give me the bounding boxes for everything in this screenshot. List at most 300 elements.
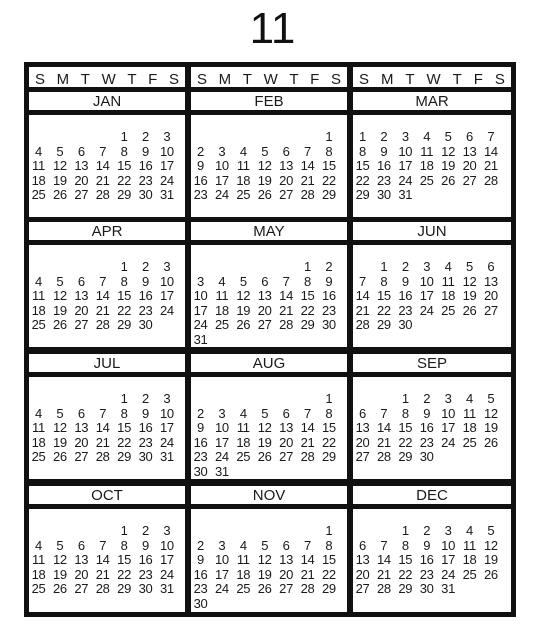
- day-number: 14: [95, 420, 110, 435]
- day-number: 18: [236, 566, 251, 582]
- day-number: 21: [355, 302, 370, 318]
- day-number: 3: [444, 523, 452, 538]
- weekday-fri: F: [310, 71, 320, 88]
- day-number: 11: [236, 420, 250, 435]
- day-number: 26: [483, 434, 498, 450]
- day-number: 15: [398, 420, 413, 435]
- day-number: 16: [193, 434, 208, 450]
- day-number: 27: [279, 581, 294, 596]
- month-days-apr: [29, 245, 185, 347]
- day-number: 19: [52, 302, 67, 318]
- day-number: 19: [257, 172, 272, 188]
- day-number: 17: [441, 552, 456, 567]
- day-number: 15: [321, 158, 336, 173]
- month-label-apr: [29, 222, 185, 240]
- day-number: 2: [380, 129, 388, 144]
- day-number: 4: [35, 537, 42, 553]
- day-number: 15: [321, 420, 336, 435]
- day-number: 26: [441, 172, 456, 188]
- day-number: 29: [321, 187, 336, 202]
- day-number: 15: [117, 158, 132, 173]
- day-number: 5: [56, 143, 64, 159]
- day-number: 6: [77, 143, 85, 159]
- day-number: 29: [117, 449, 132, 464]
- day-number: 27: [74, 581, 89, 596]
- day-number: 25: [462, 566, 477, 582]
- day-number: 13: [483, 273, 498, 289]
- day-number: 5: [261, 143, 269, 159]
- day-number: 18: [31, 172, 46, 188]
- day-number: 1: [380, 259, 388, 274]
- day-number: 25: [462, 434, 477, 450]
- day-number: 30: [376, 187, 391, 202]
- weekday-thu: T: [452, 71, 462, 88]
- day-number: 31: [159, 581, 174, 596]
- day-number: 21: [279, 302, 294, 318]
- day-number: 1: [401, 523, 409, 538]
- day-number: 14: [95, 552, 110, 567]
- day-number: 4: [444, 259, 452, 274]
- month-name: MAY: [253, 223, 285, 240]
- day-number: 30: [321, 317, 336, 332]
- day-number: 27: [355, 449, 370, 464]
- month-days-dec: [353, 509, 511, 612]
- day-number: 30: [398, 317, 413, 332]
- month-name: JAN: [92, 93, 122, 110]
- day-number: 29: [398, 581, 413, 596]
- day-number: 28: [95, 317, 110, 332]
- day-number: 9: [142, 143, 149, 159]
- day-number: 17: [214, 434, 229, 450]
- day-number: 7: [99, 537, 107, 553]
- day-number: 13: [74, 158, 89, 173]
- day-number: 2: [142, 129, 149, 144]
- day-number: 30: [193, 595, 208, 611]
- day-number: 9: [197, 552, 204, 567]
- day-number: 10: [214, 158, 229, 173]
- day-number: 13: [74, 420, 89, 435]
- day-number: 30: [419, 581, 434, 596]
- day-number: 29: [117, 317, 132, 332]
- day-number: 3: [423, 259, 431, 274]
- day-number: 17: [193, 302, 208, 318]
- day-number: 28: [95, 449, 110, 464]
- day-number: 3: [163, 259, 171, 274]
- day-number: 29: [300, 317, 315, 332]
- day-number: 17: [419, 288, 434, 303]
- weekday-sat: S: [330, 71, 341, 88]
- day-number: 12: [462, 273, 477, 289]
- day-number: 30: [138, 317, 153, 332]
- month-label-nov: [191, 486, 347, 504]
- day-number: 12: [483, 405, 498, 421]
- day-number: 19: [257, 566, 272, 582]
- day-number: 6: [487, 259, 495, 274]
- day-number: 31: [159, 449, 174, 464]
- month-days-jul: [29, 377, 185, 479]
- day-number: 16: [398, 288, 413, 303]
- day-number: 29: [321, 449, 336, 464]
- month-name: APR: [91, 223, 123, 240]
- day-number: 12: [257, 420, 272, 435]
- day-number: 25: [31, 317, 46, 332]
- day-number: 12: [52, 288, 67, 303]
- day-number: 8: [380, 273, 388, 289]
- day-number: 7: [304, 537, 311, 553]
- weekday-sun: S: [359, 71, 370, 88]
- day-number: 5: [487, 391, 495, 406]
- day-number: 23: [138, 434, 153, 450]
- month-name: JUN: [417, 223, 447, 240]
- day-number: 23: [419, 566, 434, 582]
- day-number: 24: [419, 302, 434, 318]
- day-number: 27: [279, 449, 294, 464]
- day-number: 14: [300, 420, 315, 435]
- day-number: 5: [487, 523, 495, 538]
- day-number: 23: [193, 449, 208, 464]
- day-number: 2: [325, 259, 333, 274]
- year-title: 11: [249, 4, 296, 53]
- day-number: 6: [466, 129, 473, 144]
- day-number: 20: [279, 566, 294, 582]
- day-number: 17: [214, 566, 229, 582]
- month-name: FEB: [254, 93, 284, 110]
- day-number: 14: [300, 158, 315, 173]
- day-number: 9: [197, 420, 204, 435]
- day-number: 5: [444, 129, 452, 144]
- day-number: 17: [159, 158, 174, 173]
- day-number: 8: [359, 143, 366, 159]
- day-number: 24: [214, 449, 229, 464]
- day-number: 12: [257, 158, 272, 173]
- day-number: 15: [398, 552, 413, 567]
- day-number: 14: [300, 552, 315, 567]
- weekday-mon: M: [56, 71, 70, 88]
- day-number: 10: [441, 405, 456, 421]
- day-number: 18: [31, 434, 46, 450]
- day-number: 25: [236, 187, 251, 202]
- day-number: 6: [261, 273, 269, 289]
- day-number: 10: [214, 552, 229, 567]
- day-number: 2: [401, 259, 409, 274]
- day-number: 26: [52, 317, 67, 332]
- day-number: 8: [325, 537, 333, 553]
- day-number: 21: [95, 434, 110, 450]
- day-number: 14: [279, 288, 294, 303]
- day-number: 17: [398, 158, 413, 173]
- day-number: 18: [31, 302, 46, 318]
- day-number: 1: [120, 129, 128, 144]
- day-number: 6: [282, 537, 290, 553]
- day-number: 22: [321, 566, 336, 582]
- day-number: 9: [423, 537, 431, 553]
- day-number: 8: [120, 537, 128, 553]
- day-number: 26: [483, 566, 498, 582]
- day-number: 19: [483, 552, 498, 567]
- day-number: 14: [483, 143, 498, 159]
- weekday-sun: S: [197, 71, 208, 88]
- month-days-feb: [191, 115, 347, 217]
- day-number: 28: [355, 317, 370, 332]
- day-number: 18: [236, 172, 251, 188]
- day-number: 29: [117, 581, 132, 596]
- day-number: 10: [419, 273, 434, 289]
- day-number: 23: [321, 302, 336, 318]
- day-number: 14: [95, 158, 110, 173]
- day-number: 29: [355, 187, 370, 202]
- day-number: 25: [236, 449, 251, 464]
- day-number: 30: [193, 463, 208, 479]
- day-number: 29: [117, 187, 132, 202]
- month-label-may: [191, 222, 347, 240]
- day-number: 8: [325, 143, 333, 159]
- day-number: 27: [74, 187, 89, 202]
- day-number: 31: [441, 581, 456, 596]
- weekday-sat: S: [168, 71, 179, 88]
- day-number: 11: [32, 158, 45, 173]
- day-number: 8: [401, 405, 409, 421]
- weekday-thu: T: [127, 71, 137, 88]
- day-number: 28: [483, 172, 498, 188]
- day-number: 30: [138, 187, 153, 202]
- day-number: 23: [193, 581, 208, 596]
- day-number: 12: [441, 143, 456, 159]
- day-number: 19: [52, 172, 67, 188]
- weekday-row: [197, 69, 341, 91]
- weekday-sun: S: [35, 71, 46, 88]
- day-number: 30: [138, 449, 153, 464]
- day-number: 2: [142, 259, 149, 274]
- day-number: 22: [321, 172, 336, 188]
- day-number: 4: [466, 391, 473, 406]
- day-number: 27: [483, 302, 498, 318]
- day-number: 21: [376, 566, 391, 582]
- day-number: 10: [159, 273, 174, 289]
- day-number: 2: [142, 523, 149, 538]
- month-name: SEP: [416, 355, 447, 372]
- day-number: 23: [138, 172, 153, 188]
- day-number: 19: [52, 434, 67, 450]
- day-number: 4: [239, 143, 247, 159]
- day-number: 28: [95, 187, 110, 202]
- day-number: 14: [95, 288, 110, 303]
- day-number: 20: [483, 288, 498, 303]
- day-number: 24: [159, 434, 174, 450]
- weekday-mon: M: [218, 71, 232, 88]
- month-label-dec: [353, 486, 511, 504]
- day-number: 26: [257, 581, 272, 596]
- day-number: 27: [74, 449, 89, 464]
- day-number: 22: [117, 172, 132, 188]
- day-number: 18: [419, 158, 434, 173]
- day-number: 22: [300, 302, 315, 318]
- day-number: 21: [95, 172, 110, 188]
- day-number: 1: [120, 391, 128, 406]
- calendar-grid: [24, 62, 516, 617]
- day-number: 1: [325, 129, 333, 144]
- day-number: 27: [355, 581, 370, 596]
- weekday-sat: S: [494, 71, 505, 88]
- day-number: 24: [214, 581, 229, 596]
- day-number: 19: [236, 302, 251, 318]
- day-number: 25: [214, 317, 229, 332]
- day-number: 18: [462, 420, 477, 435]
- day-number: 13: [355, 552, 370, 567]
- day-number: 21: [376, 434, 391, 450]
- day-number: 7: [304, 405, 311, 421]
- day-number: 9: [142, 405, 149, 421]
- day-number: 29: [321, 581, 336, 596]
- day-number: 7: [359, 273, 366, 289]
- day-number: 6: [77, 405, 85, 421]
- day-number: 24: [159, 302, 174, 318]
- day-number: 1: [120, 523, 128, 538]
- day-number: 16: [138, 288, 153, 303]
- month-label-feb: [191, 92, 347, 110]
- month-days-jan: [29, 115, 185, 217]
- day-number: 24: [214, 187, 229, 202]
- day-number: 21: [300, 566, 315, 582]
- day-number: 24: [159, 566, 174, 582]
- day-number: 20: [74, 434, 89, 450]
- day-number: 3: [218, 405, 226, 421]
- day-number: 23: [138, 302, 153, 318]
- day-number: 16: [193, 566, 208, 582]
- day-number: 11: [441, 273, 455, 289]
- weekday-wed: W: [426, 71, 441, 88]
- day-number: 1: [359, 129, 366, 144]
- day-number: 20: [355, 566, 370, 582]
- day-number: 13: [257, 288, 272, 303]
- day-number: 15: [300, 288, 315, 303]
- day-number: 20: [355, 434, 370, 450]
- day-number: 22: [117, 434, 132, 450]
- day-number: 28: [95, 581, 110, 596]
- day-number: 4: [35, 273, 42, 289]
- day-number: 31: [159, 187, 174, 202]
- day-number: 4: [423, 129, 431, 144]
- day-number: 28: [279, 317, 294, 332]
- day-number: 9: [197, 158, 204, 173]
- day-number: 13: [355, 420, 370, 435]
- day-number: 27: [279, 187, 294, 202]
- day-number: 17: [159, 288, 174, 303]
- weekday-tue: T: [242, 71, 252, 88]
- day-number: 13: [74, 288, 89, 303]
- month-days-nov: [191, 509, 347, 612]
- day-number: 11: [420, 143, 434, 159]
- day-number: 7: [99, 273, 107, 289]
- day-number: 25: [236, 581, 251, 596]
- day-number: 16: [138, 420, 153, 435]
- day-number: 13: [279, 552, 294, 567]
- day-number: 8: [304, 273, 311, 289]
- day-number: 8: [401, 537, 409, 553]
- day-number: 21: [483, 158, 498, 173]
- day-number: 26: [236, 317, 251, 332]
- day-number: 13: [74, 552, 89, 567]
- weekday-mon: M: [380, 71, 394, 88]
- day-number: 28: [376, 449, 391, 464]
- day-number: 9: [380, 143, 388, 159]
- day-number: 4: [35, 405, 42, 421]
- weekday-tue: T: [405, 71, 415, 88]
- month-label-sep: [353, 354, 511, 372]
- day-number: 6: [359, 405, 366, 421]
- weekday-row: [359, 69, 505, 91]
- weekday-fri: F: [473, 71, 483, 88]
- day-number: 25: [31, 581, 46, 596]
- day-number: 4: [239, 537, 247, 553]
- day-number: 26: [257, 187, 272, 202]
- day-number: 3: [197, 273, 204, 289]
- day-number: 27: [74, 317, 89, 332]
- weekday-fri: F: [148, 71, 158, 88]
- day-number: 21: [300, 434, 315, 450]
- day-number: 5: [466, 259, 473, 274]
- day-number: 23: [193, 187, 208, 202]
- month-name: JUL: [93, 355, 121, 372]
- day-number: 8: [325, 405, 333, 421]
- month-name: OCT: [91, 487, 123, 504]
- month-label-jul: [29, 354, 185, 372]
- day-number: 25: [419, 172, 434, 188]
- day-number: 17: [441, 420, 456, 435]
- day-number: 12: [52, 420, 67, 435]
- day-number: 22: [321, 434, 336, 450]
- day-number: 17: [159, 552, 174, 567]
- month-days-mar: [353, 115, 511, 217]
- day-number: 11: [32, 552, 45, 567]
- day-number: 16: [138, 158, 153, 173]
- day-number: 19: [462, 288, 477, 303]
- day-number: 19: [52, 566, 67, 582]
- day-number: 10: [214, 420, 229, 435]
- day-number: 15: [376, 288, 391, 303]
- weekday-thu: T: [289, 71, 299, 88]
- day-number: 21: [300, 172, 315, 188]
- day-number: 28: [300, 187, 315, 202]
- day-number: 11: [215, 288, 229, 303]
- day-number: 30: [138, 581, 153, 596]
- day-number: 31: [214, 463, 229, 479]
- day-number: 20: [257, 302, 272, 318]
- day-number: 29: [376, 317, 391, 332]
- day-number: 3: [163, 523, 171, 538]
- day-number: 20: [462, 158, 477, 173]
- day-number: 22: [376, 302, 391, 318]
- day-number: 10: [193, 288, 208, 303]
- day-number: 22: [398, 566, 413, 582]
- day-number: 19: [257, 434, 272, 450]
- month-name: AUG: [252, 355, 286, 372]
- day-number: 19: [441, 158, 456, 173]
- weekday-wed: W: [263, 71, 278, 88]
- day-number: 24: [441, 566, 456, 582]
- day-number: 15: [117, 420, 132, 435]
- day-number: 7: [99, 143, 107, 159]
- day-number: 4: [239, 405, 247, 421]
- day-number: 20: [279, 434, 294, 450]
- day-number: 18: [31, 566, 46, 582]
- day-number: 10: [159, 143, 174, 159]
- day-number: 22: [355, 172, 370, 188]
- day-number: 7: [282, 273, 290, 289]
- month-label-mar: [353, 92, 511, 110]
- weekday-header-col-1: [29, 67, 185, 87]
- day-number: 9: [142, 273, 149, 289]
- day-number: 1: [304, 259, 311, 274]
